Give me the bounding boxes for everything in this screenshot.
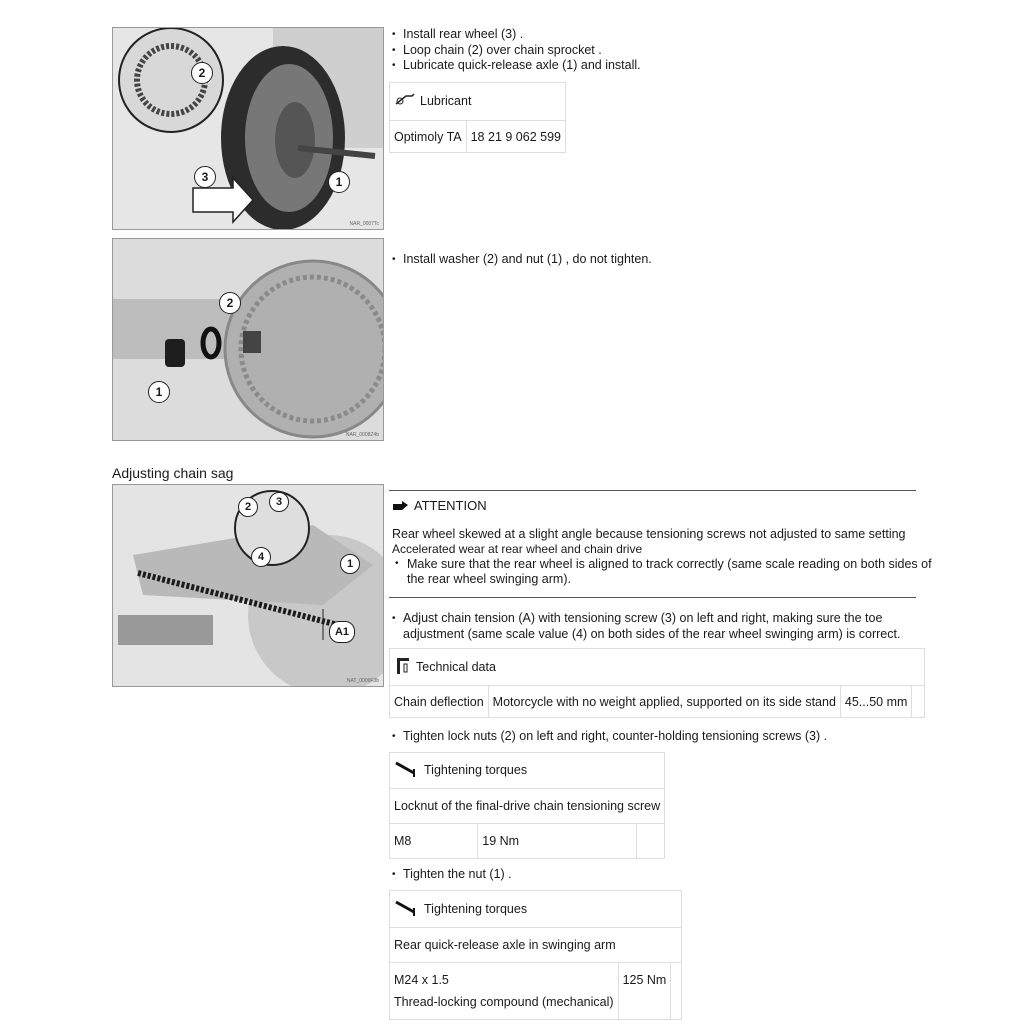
callout-a1: A1 (329, 621, 355, 643)
attention-bullet (392, 557, 932, 586)
tech-condition: Motorcycle with no weight applied, supported on its side stand (488, 686, 840, 718)
step4-bullets (392, 729, 827, 745)
caliper-icon (394, 656, 412, 679)
figure-washer-nut (112, 238, 384, 441)
tech-value: 45...50 mm (840, 686, 912, 718)
bullet-tighten-lock-nuts: • Tighten lock nuts (2) on left and right, counter-holding tensioning screws (3) . (392, 729, 827, 745)
tech-empty-cell (912, 686, 925, 718)
torque-header-label: Tightening torques (424, 762, 528, 777)
torque-item: Locknut of the final-drive chain tensioning screw (390, 789, 665, 824)
lubricant-part-number: 18 21 9 062 599 (466, 121, 565, 153)
callout-4: 4 (251, 547, 271, 567)
callout-3: 3 (194, 166, 216, 188)
torque-empty-cell (671, 963, 682, 1020)
attention-consequence: Accelerated wear at rear wheel and chain drive (392, 541, 643, 556)
figure-chain-sag (112, 484, 384, 687)
pointing-hand-icon (393, 499, 411, 514)
attention-header (393, 498, 487, 514)
washer-nut-illustration (113, 239, 383, 440)
torque-spec-cell (390, 963, 619, 1020)
torque-header (390, 753, 665, 789)
torque-note: Thread-locking compound (mechanical) (394, 995, 614, 1009)
step5-bullets (392, 867, 512, 883)
bullet-install-rear-wheel: • Install rear wheel (3) . (392, 27, 641, 43)
torque-table-locknut (389, 752, 665, 859)
figure-code: NAR_0007Tc (349, 221, 379, 227)
torque-item: Rear quick-release axle in swinging arm (390, 928, 682, 963)
torque-empty-cell (637, 824, 665, 859)
torque-header (390, 891, 682, 928)
bullet-marker: • (395, 558, 399, 569)
technical-data-table (389, 648, 925, 718)
figure-rear-wheel-install (112, 27, 384, 230)
bullet-tighten-nut: • Tighten the nut (1) . (392, 867, 512, 883)
rear-wheel-illustration (113, 28, 383, 229)
callout-2: 2 (238, 497, 258, 517)
section-title: Adjusting chain sag (112, 465, 234, 481)
attention-bottom-rule (389, 597, 916, 598)
figure-code: NAR_0008Z4b (345, 432, 379, 438)
bullet-adjust-chain-tension-cont: adjustment (same scale value (4) on both sides of the rear wheel swinging arm) is correct. (403, 626, 901, 641)
callout-1: 1 (328, 171, 350, 193)
step3-bullets (392, 611, 900, 642)
lubricant-table (389, 82, 566, 153)
attention-label: ATTENTION (413, 498, 487, 513)
attention-bullet-line2: the rear wheel swinging arm). (407, 571, 571, 586)
bullet-adjust-chain-tension: • Adjust chain tension (A) with tensioning screw (3) on left and right, making sure the toe (392, 611, 900, 627)
oil-can-icon (394, 92, 416, 111)
bullet-lubricate-axle: • Lubricate quick-release axle (1) and install. (392, 58, 641, 74)
torque-value: 19 Nm (478, 824, 637, 859)
wrench-icon (394, 899, 420, 920)
attention-top-rule (389, 490, 916, 491)
technical-data-header-label: Technical data (416, 659, 496, 674)
torque-header-label: Tightening torques (424, 901, 528, 916)
tech-item: Chain deflection (390, 686, 489, 718)
torque-thread: M24 x 1.5 (394, 973, 449, 987)
lubricant-header-label: Lubricant (420, 93, 472, 108)
attention-bullet-line1: Make sure that the rear wheel is aligned to track correctly (same scale reading on both sides of (407, 557, 932, 571)
callout-3: 3 (269, 492, 289, 512)
attention-title: Rear wheel skewed at a slight angle because tensioning screws not adjusted to same setting (392, 527, 906, 541)
lubricant-header (390, 83, 566, 121)
attention-body (392, 527, 932, 586)
callout-2: 2 (219, 292, 241, 314)
callout-1: 1 (148, 381, 170, 403)
torque-value: 125 Nm (618, 963, 671, 1020)
figure-code: NAT_0009F3b (346, 678, 379, 684)
callout-1: 1 (340, 554, 360, 574)
lubricant-product: Optimoly TA (390, 121, 467, 153)
wrench-icon (394, 760, 420, 781)
bullet-install-washer-nut: • Install washer (2) and nut (1) , do not tighten. (392, 252, 652, 268)
torque-table-axle (389, 890, 682, 1020)
step2-bullets (392, 252, 652, 268)
bullet-loop-chain: • Loop chain (2) over chain sprocket . (392, 43, 641, 59)
torque-thread: M8 (390, 824, 478, 859)
callout-2: 2 (191, 62, 213, 84)
technical-data-header (390, 649, 925, 686)
step1-bullets (392, 27, 641, 74)
